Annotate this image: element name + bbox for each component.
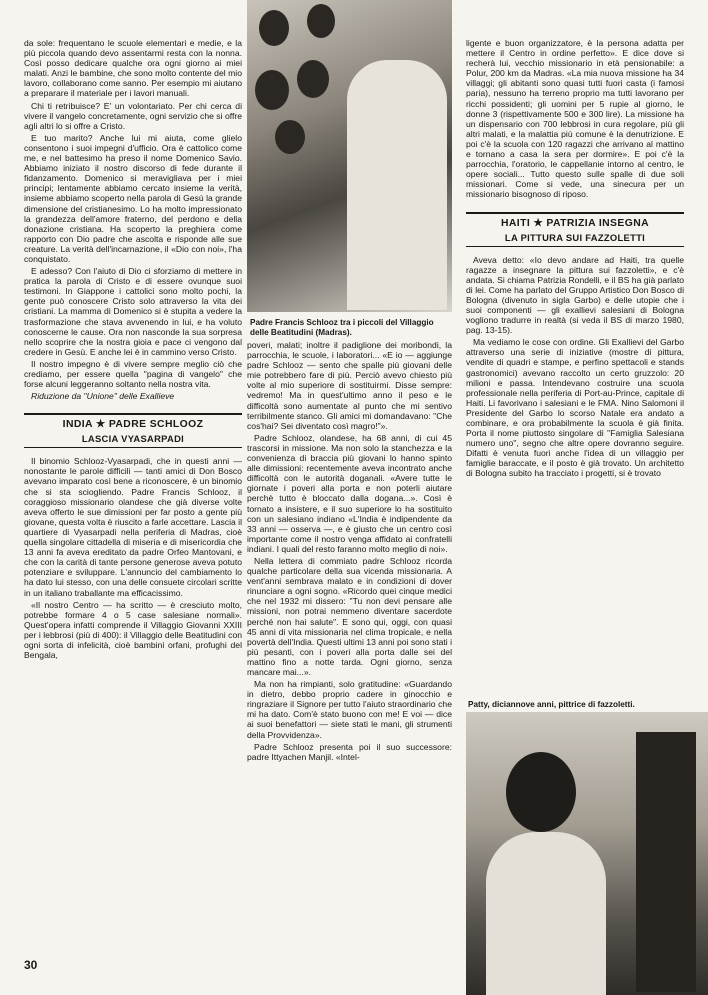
column-left (24, 38, 242, 662)
paragraph: Aveva detto: «Io devo andare ad Haiti, tra quelle ragazze a insegnare la pittura sui fazzoletti», e c'è andata. Si chiama Patrizia Rondelli, e il BS ha già parlato di lei. Come ha parlato del Gruppo Artistico Don Bosco di Bologna (divenuto in sigla Garbo) e delle utopie che i suoi componenti — gli exallievi salesiani di Bologna vogliono tradurre in realtà (si veda il BS di marzo 1980, pag. 13-15). (466, 254, 684, 336)
paragraph: Il binomio Schlooz-Vyasarpadi, che in questi anni — nonostante le parole difficili — tanti amici di Don Bosco avevano imparato così bene a riconoscere, è un binomio che si sta sciogliendo. Padre Francis Schlooz, il coraggioso missionario olandese che già diverse volte aveva offerto le sue dimissioni per far posto a gente più giovane, questa volta è riuscito a farle accettare. Lascia il quartiere di Vyasarpadi nella periferia di Madras, cioè quella singolare cittadella di miseria e di misericordia che 13 anni fa aveva ereditato da padre Orfeo Mantovani, e che con la carità di tante persone generose aveva potuto potenziare e sviluppare. L'annuncio del cambiamento lo ha dato lui stesso, con una delle consuete circolari scritte in un italiano traballante ma efficacissimo. (24, 456, 242, 598)
paragraph: Padre Schlooz, olandese, ha 68 anni, di cui 45 trascorsi in missione. Ma non solo la stanchezza e la convenienza di braccia più giovani lo hanno spinto alle dimissioni: recentemente aveva incontrato anche difficoltà con le autorità doganali. «Avere tutte le giornate i poveri alla porta e non poterli aiutare perchè tutto è bloccato dalla dogana...». Così è tornato a insistere, e il suo superiore lo ha sostituito con un salesiano indiano «L'India è indipendente da 33 anni — osserva —, e è giusto che un centro così importante come il nostro venga affidato ai confratelli indiani. I quali del resto faranno molto meglio di noi». (247, 432, 452, 554)
paragraph: Padre Schlooz presenta poi il suo successore: padre Ittyachen Manjil. «Intel- (247, 741, 452, 762)
column-right (466, 38, 684, 481)
paragraph: «Il nostro Centro — ha scritto — è cresciuto molto, potrebbe formare 4 o 5 case salesiane normali». Quest'opera infatti comprende il Villaggio Giovanni XXIII per i lebbrosi (più di 400): il Villaggio delle Beatitudini con ogni sorta di infelicità, cioè bambini orfani, profughi del Bengala, (24, 599, 242, 661)
photo-schlooz-children (247, 0, 452, 312)
photo-priest-figure (347, 60, 447, 310)
paragraph: Nella lettera di commiato padre Schlooz ricorda qualche particolare della sua vicenda missionaria. A vent'anni sembrava malato e in condizioni di dover rinunciare a ogni sogno. «Ricordo quei cinque medici che nel 1932 mi dissero: "Tu non devi pensare alle missioni, non potrai nemmeno diventare sacerdote perché non hai salute". E sono qui, oggi, con quasi 45 anni di vita missionaria nel clima tropicale, e nella povertà dell'India. Questi ultimi 13 anni poi sono stati i più pesanti, con i poveri alla porta dalle sei del mattino fino a notte tarda. Ogni giorno, senza mancare mai...». (247, 555, 452, 677)
paragraph: Ma non ha rimpianti, solo gratitudine: «Guardando in dietro, debbo proprio cadere in ginocchio e ringraziare il Signore per tutto l'aiuto straordinario che mi ha dato. Com'è stato buono con me! E voi — dice ai suoi benefattori — siete stati le mani, gli strumenti della Provvidenza». (247, 679, 452, 740)
paragraph: Il nostro impegno è di vivere sempre meglio ciò che crediamo, per essere quella "pagina di vangelo" che forse alcuni leggeranno soltanto nella nostra vita. (24, 358, 242, 390)
paragraph: da sole: frequentano le scuole elementari e medie, e la più piccola quando devo assentarmi resta con la nonna. Così posso dedicare qualche ora ogni giorno ai miei malati. Anzi le bambine, che sono molto contente del mio lavoro, collaborano come sanno. Per esempio mi aiutano a preparare il materiale per i lavori manuali. (24, 38, 242, 99)
paragraph: Ma vediamo le cose con ordine. Gli Exallievi del Garbo attraverso una serie di iniziative (mostre di pittura, vendite di quadri e stampe, e perfino spettacoli e stands gastronomici) avevano raccolto un certo gruzzolo: 20 milioni e passa. Intendevano costruire una scuola professionale nella periferia di Port-au-Prince, capitale di Haiti. Li favorivano i salesiani e le FMA. Nino Salomoni il Presidente del Garbo lo scorso Natale era andato a combinare, e ora probabilmente la scuola è già finita. Porta il nome piuttosto singolare di "Famiglia Salesiana numero uno", segno che altre opere dovranno seguire. Difatti è venuta fuori anche l'idea di un villaggio per famiglie baraccate, e il posto è già trovato. Un architetto di Bologna subito ha tracciato i progetti, si è trovato (466, 337, 684, 479)
column-middle (247, 340, 452, 764)
photo-figure (297, 60, 329, 98)
section-heading-india (24, 413, 242, 448)
paragraph: poveri, malati; inoltre il padiglione dei moribondi, la parrocchia, le scuole, i laboratori... «E io — aggiunge padre Schlooz — sento che spalle più giovani delle mie potrebbero fare di più. Perciò avevo chiesto più volte al mio superiore di sostituirmi. Disse sempre: vedremo! Ma in quest'ultimo anno il peso e le difficoltà sono aumentate al punto che mi sentivo terribilmente stanco. Gli amici mi domandavano: "Che cos'hai? Sei diventato così magro!"». (247, 340, 452, 431)
heading-line-2: LA PITTURA SUI FAZZOLETTI (504, 231, 646, 243)
heading-line-1: HAITI ★ PATRIZIA INSEGNA (500, 217, 650, 229)
paragraph: E tuo marito? Anche lui mi aiuta, come glielo consentono i suoi impegni d'ufficio. Ora è cattolico come me, e nel battesimo ha preso il nome Domenico Savio. Abbiamo iniziato il nostro discorso di fede durante il fidanzamento. Domenico si meravigliava per i miei principi; lentamente abbiamo cercato insieme la verità, insieme abbiamo scoperto nella parola di Gesù la grande dimensione del cristianesimo. Lo ha molto impressionato la grandezza dell'amore fraterno, del perdono e della donazione cristiana. Ha scoperto la preghiera come rapporto con Dio padre che ascolta e risponde alle sue creature. La verità dell'incarnazione, il «Dio con noi», l'ha conquistato. (24, 132, 242, 264)
source-credit: Riduzione da "Unione" delle Exallieve (31, 391, 175, 402)
photo-figure-head (506, 752, 576, 832)
photo-figure-body (486, 832, 606, 995)
photo-caption: Padre Francis Schlooz tra i piccoli del Villaggio delle Beatitudini (Madras). (250, 318, 434, 337)
photo-patty (466, 712, 708, 995)
photo-figure (307, 4, 335, 38)
photo-figure (255, 70, 289, 110)
photo-figure (275, 120, 305, 154)
paragraph: ligente e buon organizzatore, è la persona adatta per mettere il Centro in ordine perfetto». E dice dove si recherà lui, vecchio missionario in età pensionabile: a Polur, 200 km da Madras. «La mia nuova missione ha 34 villaggi; gli abitanti sono quasi tutti fuori casta (i famosi paria), nessuno ha terreno proprio ma tutti lavorano per ricchi possidenti; gli uomini per 5 rupie al giorno, le donne 3 (rispettivamente 500 e 300 lire). La missione ha un dispensario con 700 lebbrosi in cura regolare, più gli altri malati, e la malattia più comune è la denutrizione. E poi c'è la scuola con 120 ragazzi che arrivano al mattino e tornano a casa la sera per dormire». E poi c'è la parrocchia, l'oratorio, le cappellanie intorno al centro, le opere sociali... Tutto questo sulle spalle di due soli missionari. Come si vede, una sinecura per un missionario bisognoso di riposo. (466, 38, 684, 200)
paragraph: Chi ti retribuisce? E' un volontariato. Per chi cerca di vivere il vangelo concretamente, ogni servizio che si offre agli altri lo si offre a Cristo. (24, 100, 242, 131)
photo-background-figure (636, 732, 696, 992)
heading-line-2: LASCIA VYASARPADI (81, 433, 185, 445)
paragraph: E adesso? Con l'aiuto di Dio ci sforziamo di mettere in pratica la parola di Cristo e di essere ovunque suoi testimoni. In Giappone i cattolici sono molto pochi, la gente può conoscere Cristo solo attraverso la vita dei cristiani. La mamma di Domenico si è stupita a vedere la trasformazione che stava avvenendo in lui, e ha voluto conoscerne le cause. Ora non nasconde la sua sorpresa nello scoprire che la nostra gioia e pace ci vengono dal credere in Gesù. E anche lei è in cammino verso Cristo. (24, 266, 242, 357)
heading-line-1: INDIA ★ PADRE SCHLOOZ (62, 419, 204, 431)
photo-figure (259, 10, 289, 46)
section-heading-haiti (466, 212, 684, 247)
page-number: 30 (24, 958, 38, 972)
photo-caption: Patty, diciannove anni, pittrice di fazzoletti. (468, 700, 635, 709)
